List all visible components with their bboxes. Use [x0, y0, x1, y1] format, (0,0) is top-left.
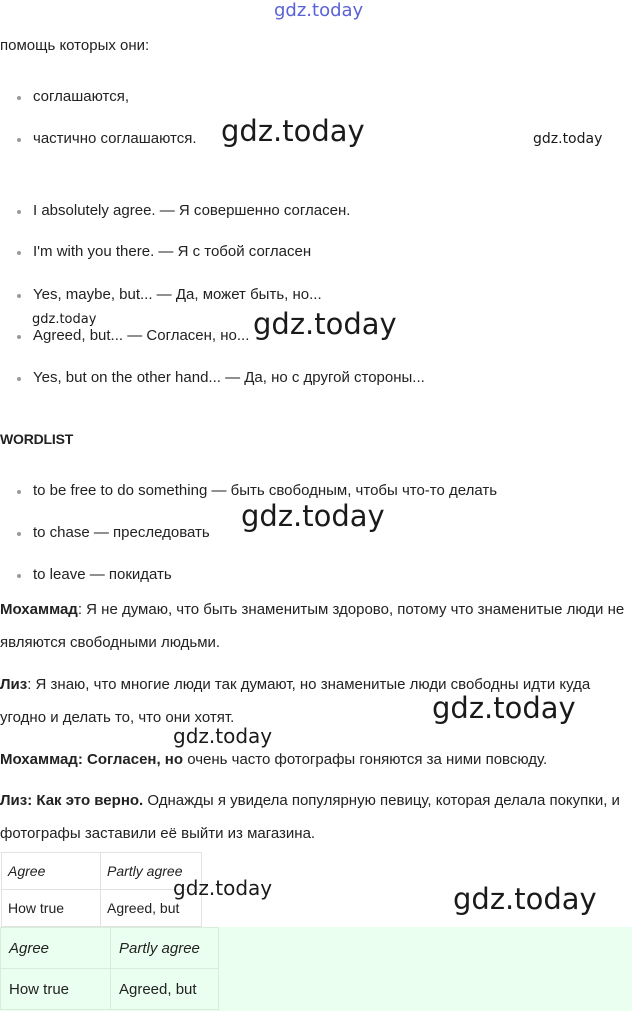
- table-header-row: [2, 853, 202, 890]
- watermark: gdz.today: [253, 307, 397, 341]
- dialogue-line: [0, 743, 632, 776]
- table-row: [1, 969, 219, 1010]
- list-item: to chase — преследовать: [33, 524, 210, 541]
- watermark: gdz.today: [173, 724, 273, 748]
- watermark: gdz.today: [432, 691, 576, 725]
- table-header-cell: Partly agree: [101, 853, 202, 890]
- phrases-table: [1, 852, 202, 927]
- table-header-row: [1, 928, 219, 969]
- dialogue-bold-phrase: : Согласен, но: [77, 751, 184, 768]
- table-row: [2, 890, 202, 927]
- list-item: частично соглашаются.: [33, 130, 197, 147]
- table-header-cell: Agree: [2, 853, 101, 890]
- dialogue-text: очень часто фотографы гоняются за ними повсюду.: [183, 751, 548, 768]
- watermark: gdz.today: [221, 114, 365, 148]
- watermark: gdz.today: [241, 499, 385, 533]
- table-cell: How true: [1, 969, 111, 1010]
- list-item: I absolutely agree. — Я совершенно согласен.: [33, 202, 351, 219]
- list-item: to be free to do something — быть свободным, чтобы что-то делать: [33, 482, 498, 499]
- speaker-name: Лиз: [0, 676, 28, 693]
- dialogue-line: [0, 784, 632, 850]
- dialogue-bold-phrase: : Как это верно.: [27, 792, 144, 809]
- watermark: gdz.today: [173, 876, 273, 900]
- list-item: to leave — покидать: [33, 566, 172, 583]
- dialogue-line: [0, 593, 632, 659]
- watermark-top: gdz.today: [274, 0, 364, 21]
- watermark: gdz.today: [453, 882, 597, 916]
- list-item: соглашаются,: [33, 88, 130, 105]
- watermark: gdz.today: [32, 312, 97, 327]
- table-cell: Agreed, but: [101, 890, 202, 927]
- intro-text: помощь которых они:: [0, 37, 150, 54]
- dialogue-text: : Я знаю, что многие люди так думают, но знаменитые люди свободны идти куда угодно и делать то, что они хотят.: [0, 676, 591, 726]
- table-header-cell: Partly agree: [111, 928, 219, 969]
- table-cell: Agreed, but: [111, 969, 219, 1010]
- dialogue-text: Однажды я увидела популярную певицу, которая делала покупки, и фотографы заставили её выйти из магазина.: [0, 792, 620, 842]
- speaker-name: Лиз: [0, 792, 28, 809]
- list-item: Yes, maybe, but... — Да, может быть, но...: [33, 286, 322, 303]
- list-item: I'm with you there. — Я с тобой согласен: [33, 243, 312, 260]
- list-item: Yes, but on the other hand... — Да, но с другой стороны...: [33, 369, 425, 386]
- watermark: gdz.today: [533, 131, 603, 147]
- table-header-cell: Agree: [1, 928, 111, 969]
- answer-table: [0, 927, 219, 1010]
- dialogue-text: : Я не думаю, что быть знаменитым здорово, потому что знаменитые люди не являются свободными людьми.: [0, 601, 625, 651]
- speaker-name: Мохаммад: [0, 751, 78, 768]
- wordlist-heading: WORDLIST: [0, 431, 74, 447]
- table-cell: How true: [2, 890, 101, 927]
- list-item: Agreed, but... — Согласен, но...: [33, 327, 250, 344]
- speaker-name: Мохаммад: [0, 601, 78, 618]
